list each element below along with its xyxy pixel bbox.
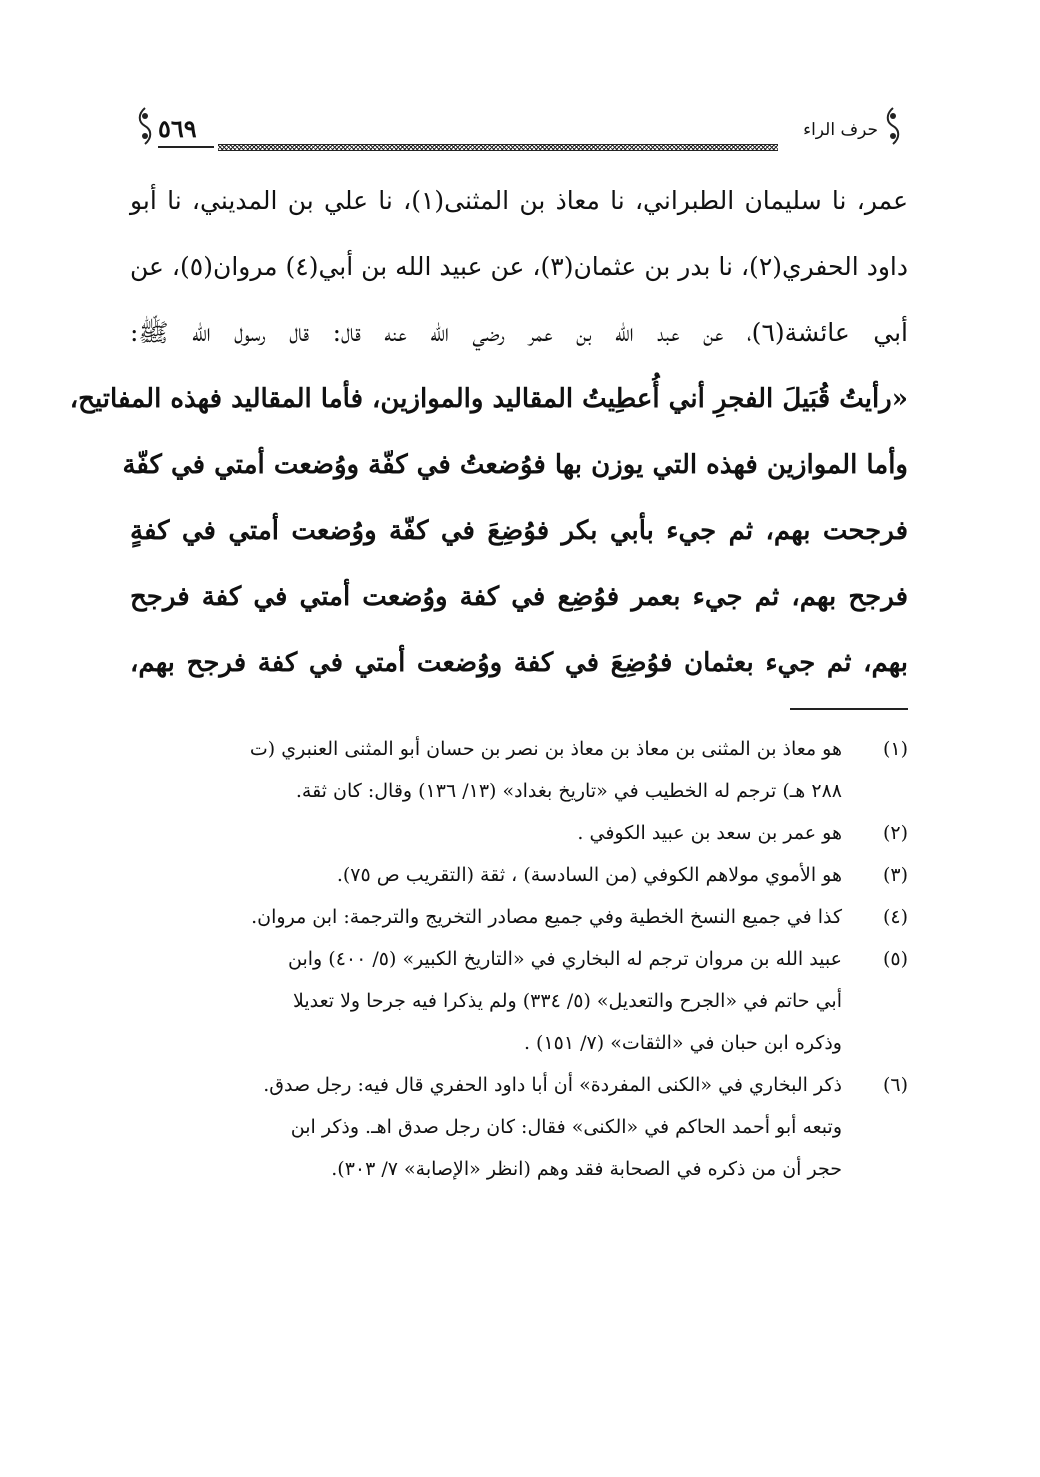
text-line: عمر، نا سليمان الطبراني، نا معاذ بن المثنى(١)، نا علي بن المديني، نا أبو — [130, 186, 908, 215]
footnote-line: عبيد الله بن مروان ترجم له البخاري في «التاريخ الكبير» (٥/ ٤٠٠) وابن — [288, 948, 842, 970]
page-header — [134, 102, 904, 156]
footnote-line: أبي حاتم في «الجرح والتعديل» (٥/ ٣٣٤) ولم يذكرا فيه جرحا ولا تعديلا — [293, 990, 842, 1012]
footnote-number: (٣) — [882, 864, 908, 886]
text-line: أبي عائشة(٦)، عن عبد الله بن عمر رضي الله عنه قال: قال رسول الله ﷺ: — [130, 318, 908, 347]
hadith-line: فرجحت بهم، ثم جيء بأبي بكر فوُضِعَ في كفّة ووُضعت أمتي في كفةٍ — [130, 516, 908, 546]
chapter-title: حرف الراء — [803, 120, 878, 140]
footnote-line: وتبعه أبو أحمد الحاكم في «الكنى» فقال: كان رجل صدق اهـ. وذكر ابن — [290, 1116, 842, 1138]
hadith-line: «رأيتُ قُبَيلَ الفجرِ أني أُعطِيتُ المقاليد والموازين، فأما المقاليد فهذه المفاتيح، — [69, 384, 908, 414]
footnote-line: هو الأموي مولاهم الكوفي (من السادسة) ، ثقة (التقريب ص ٧٥). — [336, 864, 842, 886]
hadith-line: وأما الموازين فهذه التي يوزن بها فوُضعتُ في كفّة ووُضعت أمتي في كفّة — [122, 450, 908, 480]
footnote-number: (١) — [882, 738, 908, 760]
footnote-number: (٥) — [882, 948, 908, 970]
footnote-line: وذكره ابن حبان في «الثقات» (٧/ ١٥١) . — [523, 1032, 842, 1054]
hadith-line: فرجح بهم، ثم جيء بعمر فوُضِع في كفة ووُضعت أمتي في كفة فرجح — [130, 582, 908, 612]
footnote — [130, 854, 908, 896]
footnote — [130, 896, 908, 938]
hadith-line: بهم، ثم جيء بعثمان فوُضِعَ في كفة ووُضعت أمتي في كفة فرجح بهم، — [130, 648, 908, 678]
footnote-number: (٢) — [882, 822, 908, 844]
main-text — [69, 168, 908, 696]
floral-ornament-icon — [882, 106, 904, 146]
header-rule — [218, 144, 778, 151]
header-rule-left — [158, 146, 214, 148]
footnote-line: ذكر البخاري في «الكنى المفردة» أن أبا داود الحفري قال فيه: رجل صدق. — [263, 1074, 842, 1096]
text-line: داود الحفري(٢)، نا بدر بن عثمان(٣)، عن عبيد الله بن أبي(٤) مروان(٥)، عن — [130, 252, 908, 281]
footnote-line: هو عمر بن سعد بن عبيد الكوفي . — [577, 822, 842, 844]
footnote-number: (٤) — [882, 906, 908, 928]
footnote-line: حجر أن من ذكره في الصحابة فقد وهم (انظر «الإصابة» ٧/ ٣٠٣). — [331, 1158, 842, 1180]
floral-ornament-icon — [134, 106, 156, 146]
footnote — [130, 938, 908, 1064]
footnote-line: هو معاذ بن المثنى بن معاذ بن معاذ بن نصر بن حسان أبو المثنى العنبري (ت — [249, 738, 842, 760]
footnote — [130, 1064, 908, 1190]
footnote-separator — [790, 708, 908, 710]
footnote-number: (٦) — [882, 1074, 908, 1096]
footnote-line: كذا في جميع النسخ الخطية وفي جميع مصادر التخريج والترجمة: ابن مروان. — [251, 906, 842, 928]
footnotes — [130, 728, 908, 1190]
page-number: ٥٦٩ — [158, 114, 197, 143]
footnote-line: ٢٨٨ هـ) ترجم له الخطيب في «تاريخ بغداد» (١٣/ ١٣٦) وقال: كان ثقة. — [295, 780, 842, 802]
footnote — [130, 728, 908, 812]
footnote — [130, 812, 908, 854]
